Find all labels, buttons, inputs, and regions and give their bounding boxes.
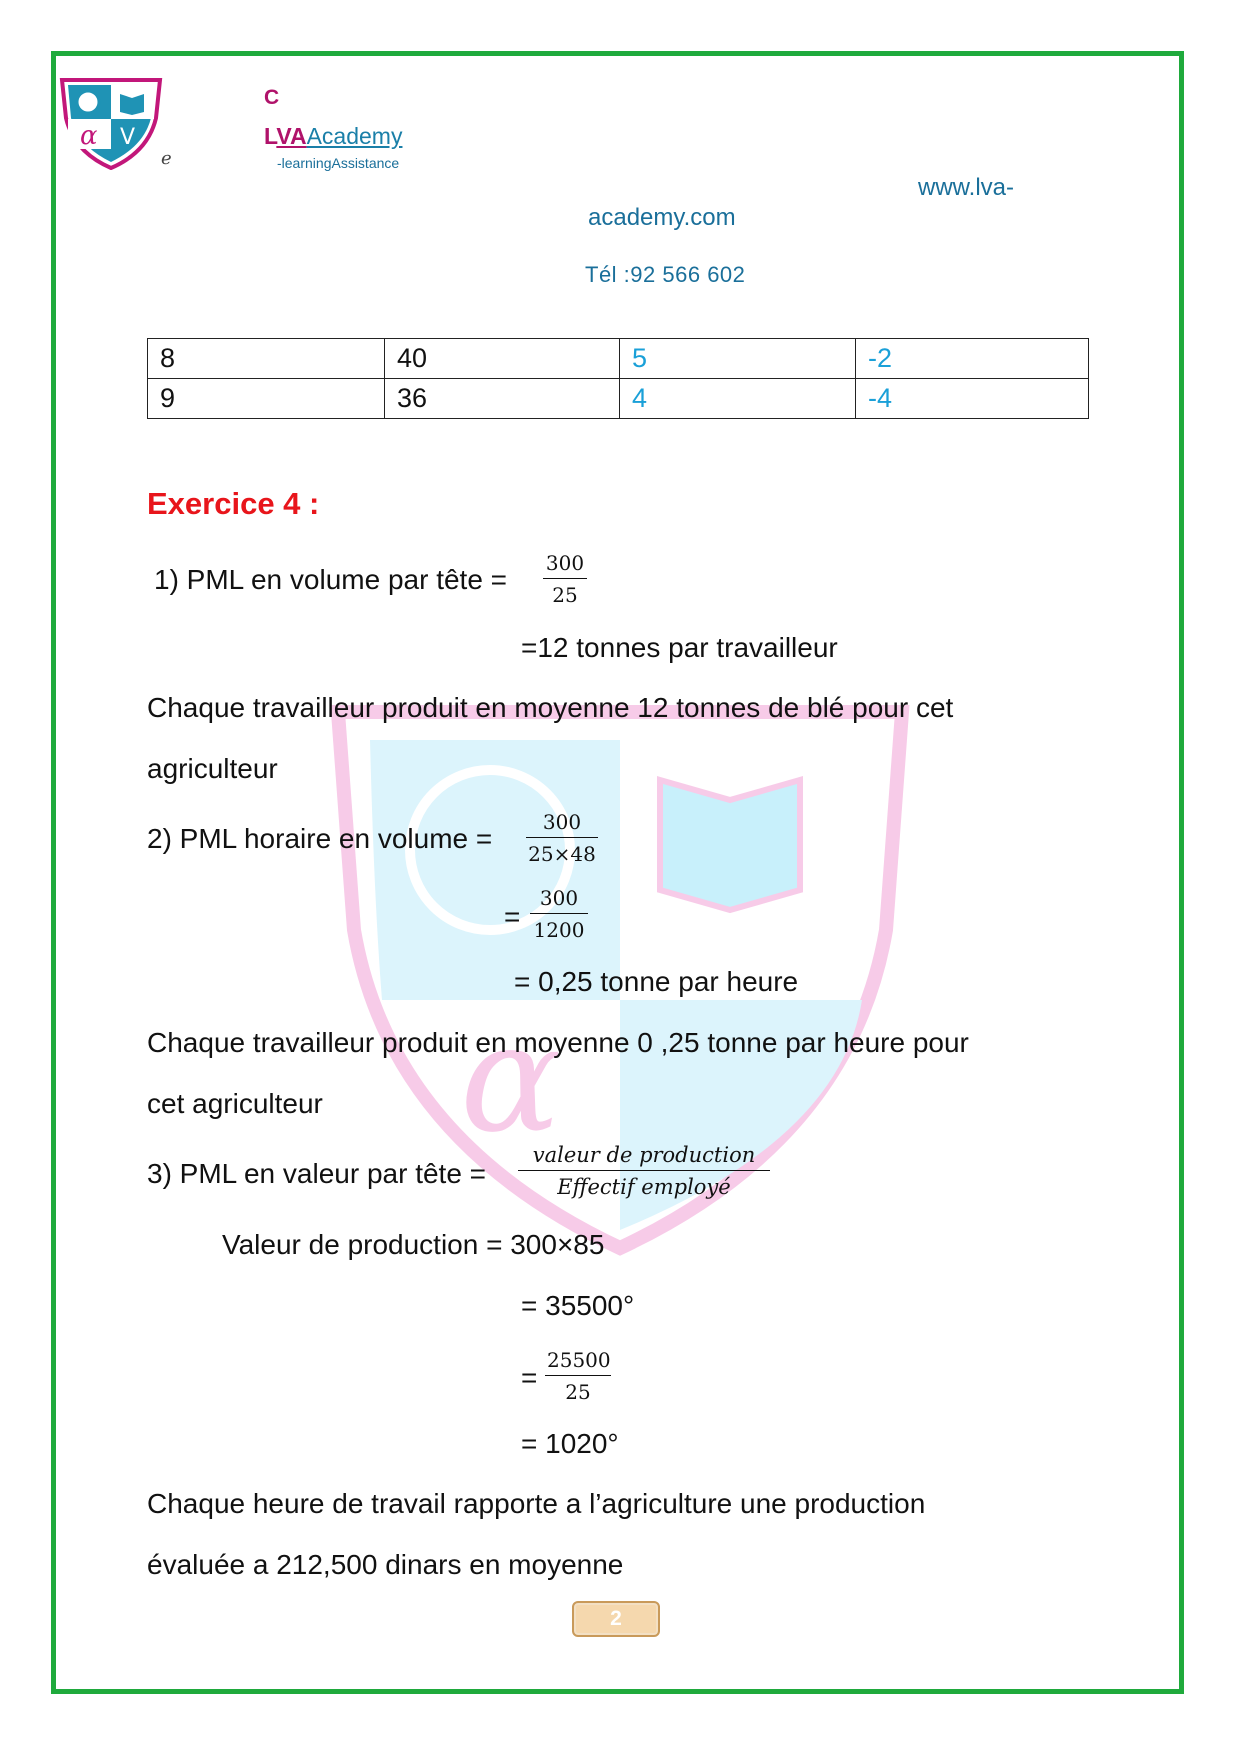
fraction-denominator: 1200: [533, 918, 585, 942]
table-cell: -2: [856, 339, 1089, 379]
fraction-denominator: Effectif employé: [557, 1175, 731, 1199]
q1-result: =12 tonnes par travailleur: [521, 632, 838, 663]
q2-text-line2: cet agriculteur: [147, 1088, 323, 1119]
fraction-denominator: 25: [552, 583, 578, 607]
exercise-title: Exercice 4 :: [147, 486, 320, 521]
svg-text:α: α: [460, 992, 562, 1166]
brand-academy[interactable]: Academy: [306, 123, 403, 149]
q3-equals: =: [521, 1362, 538, 1393]
q1-text-line2: agriculteur: [147, 753, 278, 784]
q2-fraction-2: [530, 886, 588, 942]
page-number: 2: [572, 1601, 660, 1637]
q2-text-line1: Chaque travailleur produit en moyenne 0 ,25 tonne par heure pour: [147, 1027, 969, 1058]
q3-text-line1: Chaque heure de travail rapporte a l’agriculture une production: [147, 1488, 926, 1519]
q2-label: 2) PML horaire en volume =: [147, 823, 493, 854]
q2-result: = 0,25 tonne par heure: [514, 966, 799, 997]
table-row: [148, 379, 1089, 419]
brand-letter-c: C: [264, 86, 280, 109]
fraction-numerator: 300: [543, 551, 587, 579]
lva-shield-logo: [58, 78, 164, 170]
website-line-2[interactable]: academy.com: [588, 204, 736, 231]
fraction-numerator: 25500: [545, 1348, 611, 1376]
phone-number: Tél :92 566 602: [585, 262, 746, 287]
table-cell: 8: [148, 339, 385, 379]
website-line-1[interactable]: www.lva-: [918, 174, 1015, 201]
logo-letter-e: e: [161, 148, 172, 169]
fraction-numerator: valeur de production: [518, 1143, 770, 1171]
data-table: [147, 338, 1089, 419]
table-cell: 5: [620, 339, 856, 379]
brand-name: [264, 123, 402, 150]
q3-value-result: = 35500°: [521, 1290, 635, 1321]
table-cell: -4: [856, 379, 1089, 419]
table-cell: 40: [385, 339, 620, 379]
q3-text-line2: évaluée a 212,500 dinars en moyenne: [147, 1549, 624, 1580]
svg-text:α: α: [80, 121, 98, 151]
brand-lv: L: [264, 123, 277, 149]
table-cell: 4: [620, 379, 856, 419]
q3-fraction-2: [545, 1348, 611, 1404]
q3-value-line: Valeur de production = 300×85: [222, 1229, 605, 1260]
q1-label: 1) PML en volume par tête =: [154, 564, 508, 595]
q3-result: = 1020°: [521, 1428, 619, 1459]
table-cell: 36: [385, 379, 620, 419]
table-cell: 9: [148, 379, 385, 419]
q1-text-line1: Chaque travailleur produit en moyenne 12 tonnes de blé pour cet: [147, 692, 954, 723]
q3-label: 3) PML en valeur par tête =: [147, 1158, 487, 1189]
fraction-denominator: 25×48: [528, 842, 596, 866]
q2-equals: =: [504, 901, 521, 932]
fraction-numerator: 300: [530, 886, 588, 914]
fraction-numerator: 300: [526, 810, 598, 838]
brand-va: VA: [276, 123, 307, 149]
q1-fraction: [543, 551, 587, 607]
table-row: [148, 339, 1089, 379]
q2-fraction-1: [526, 810, 598, 866]
brand-subtitle: -learningAssistance: [277, 155, 400, 171]
q3-fraction: [518, 1143, 770, 1199]
fraction-denominator: 25: [565, 1380, 591, 1404]
svg-text:V: V: [120, 125, 136, 150]
